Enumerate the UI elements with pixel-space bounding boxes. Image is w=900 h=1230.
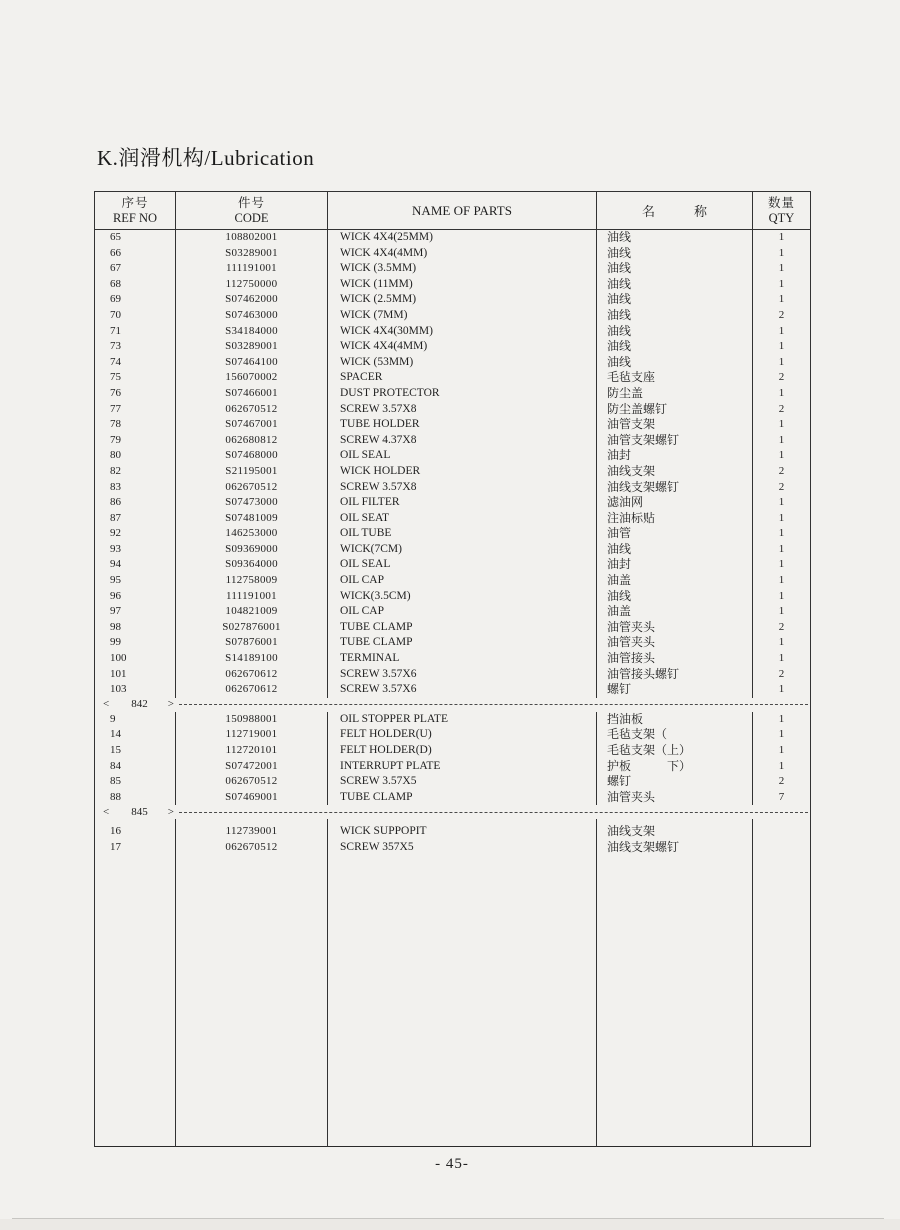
cell-ref-no: 99: [95, 635, 176, 651]
cell-ref-no: 14: [95, 727, 176, 743]
cell-ref-no: 82: [95, 464, 176, 480]
cell-ref-no: 85: [95, 774, 176, 790]
header-name-of-parts: [328, 192, 597, 230]
cell-ref-no: 92: [95, 526, 176, 542]
cell-name-of-parts: FELT HOLDER(D): [328, 743, 597, 759]
cell-code: 062670512: [176, 480, 328, 496]
header-cn-name: [597, 192, 753, 230]
cell-cn-name: 毛毡支座: [597, 370, 753, 386]
table-row: [95, 542, 811, 558]
cell-cn-name: 油线: [597, 324, 753, 340]
cell-cn-name: 油线: [597, 542, 753, 558]
cell-cn-name: 油线: [597, 277, 753, 293]
cell-ref-no: 98: [95, 620, 176, 636]
cell-code: 146253000: [176, 526, 328, 542]
cell-ref-no: 96: [95, 589, 176, 605]
table-row: [95, 417, 811, 433]
cell-name-of-parts: OIL SEAT: [328, 511, 597, 527]
page-bottom-band: [0, 1219, 900, 1230]
cell-code: 112739001: [176, 824, 328, 840]
cell-ref-no: 67: [95, 261, 176, 277]
cell-qty: 1: [753, 277, 811, 293]
cell-qty: 2: [753, 464, 811, 480]
cell-qty: 1: [753, 557, 811, 573]
table-row: [95, 511, 811, 527]
table-row: [95, 433, 811, 449]
table-row: [95, 790, 811, 806]
header-qty-zh: 数量: [767, 195, 795, 210]
cell-name-of-parts: SCREW 357X5: [328, 840, 597, 856]
separator-close-bracket: >: [167, 698, 174, 711]
cell-code: 112719001: [176, 727, 328, 743]
empty-filler-row: [95, 856, 811, 1147]
parts-table-grid: [94, 191, 811, 1147]
cell-name-of-parts: SCREW 3.57X5: [328, 774, 597, 790]
cell-code: 156070002: [176, 370, 328, 386]
cell-name-of-parts: WICK (53MM): [328, 355, 597, 371]
cell-cn-name: 螺钉: [597, 682, 753, 698]
cell-ref-no: 78: [95, 417, 176, 433]
cell-code: S34184000: [176, 324, 328, 340]
cell-code: S07481009: [176, 511, 328, 527]
cell-qty: 1: [753, 682, 811, 698]
cell-qty: 1: [753, 743, 811, 759]
table-row: [95, 308, 811, 324]
cell-cn-name: 油管夹头: [597, 620, 753, 636]
cell-ref-no: 93: [95, 542, 176, 558]
cell-name-of-parts: SCREW 3.57X6: [328, 682, 597, 698]
cell-ref-no: 84: [95, 759, 176, 775]
cell-qty: [753, 840, 811, 856]
cell-ref-no: 77: [95, 402, 176, 418]
cell-code: S07472001: [176, 759, 328, 775]
table-row: [95, 712, 811, 728]
cell-cn-name: 油盖: [597, 604, 753, 620]
cell-ref-no: 17: [95, 840, 176, 856]
table-row: [95, 682, 811, 698]
cell-qty: 1: [753, 386, 811, 402]
cell-name-of-parts: TUBE CLAMP: [328, 635, 597, 651]
cell-name-of-parts: WICK(3.5CM): [328, 589, 597, 605]
cell-cn-name: 油管支架螺钉: [597, 433, 753, 449]
header-name-en: NAME OF PARTS: [412, 202, 512, 218]
header-qty-en: QTY: [768, 210, 795, 225]
table-row: [95, 526, 811, 542]
table-row: [95, 495, 811, 511]
cell-cn-name: 挡油板: [597, 712, 753, 728]
header-row: [95, 192, 811, 230]
cell-name-of-parts: SCREW 3.57X6: [328, 667, 597, 683]
cell-qty: 1: [753, 495, 811, 511]
cell-qty: 2: [753, 370, 811, 386]
cell-code: 111191001: [176, 589, 328, 605]
cell-code: 112758009: [176, 573, 328, 589]
header-ref-zh: 序号: [121, 195, 149, 210]
cell-name-of-parts: OIL FILTER: [328, 495, 597, 511]
table-row: [95, 386, 811, 402]
cell-name-of-parts: WICK HOLDER: [328, 464, 597, 480]
cell-name-of-parts: WICK (2.5MM): [328, 292, 597, 308]
cell-qty: 1: [753, 727, 811, 743]
cell-code: 062680812: [176, 433, 328, 449]
cell-ref-no: 79: [95, 433, 176, 449]
cell-name-of-parts: OIL CAP: [328, 573, 597, 589]
cell-qty: 1: [753, 339, 811, 355]
cell-qty: 1: [753, 589, 811, 605]
cell-qty: 1: [753, 246, 811, 262]
cell-qty: 1: [753, 604, 811, 620]
cell-qty: 2: [753, 402, 811, 418]
cell-ref-no: 88: [95, 790, 176, 806]
header-code-zh: 件号: [237, 195, 265, 210]
cell-cn-name: 油线: [597, 589, 753, 605]
cell-qty: 1: [753, 433, 811, 449]
cell-qty: [753, 824, 811, 840]
table-row: [95, 840, 811, 856]
cell-ref-no: 65: [95, 230, 176, 246]
cell-qty: 2: [753, 774, 811, 790]
cell-ref-no: 9: [95, 712, 176, 728]
table-row: [95, 557, 811, 573]
separator-dashed-line: [179, 812, 808, 813]
section-separator: [95, 805, 811, 819]
cell-cn-name: 护板 下）: [597, 759, 753, 775]
cell-cn-name: 滤油网: [597, 495, 753, 511]
cell-name-of-parts: WICK (3.5MM): [328, 261, 597, 277]
cell-qty: 1: [753, 261, 811, 277]
cell-qty: 1: [753, 355, 811, 371]
cell-code: 150988001: [176, 712, 328, 728]
page-title: K.润滑机构/Lubrication: [97, 146, 315, 170]
cell-cn-name: 毛毡支架（上）: [597, 743, 753, 759]
cell-qty: 1: [753, 511, 811, 527]
cell-cn-name: 油线支架螺钉: [597, 840, 753, 856]
cell-ref-no: 69: [95, 292, 176, 308]
table-row: [95, 370, 811, 386]
cell-code: 062670512: [176, 840, 328, 856]
section-separator-inner: [95, 805, 810, 819]
table-row: [95, 589, 811, 605]
parts-table-body: [95, 230, 811, 1147]
table-row: [95, 339, 811, 355]
table-row: [95, 355, 811, 371]
table-row: [95, 292, 811, 308]
cell-qty: 2: [753, 667, 811, 683]
cell-code: 062670612: [176, 682, 328, 698]
cell-ref-no: 71: [95, 324, 176, 340]
cell-qty: 1: [753, 448, 811, 464]
separator-open-bracket: <: [103, 805, 110, 818]
cell-cn-name: 油线支架: [597, 464, 753, 480]
parts-table: [94, 191, 811, 1147]
cell-name-of-parts: TERMINAL: [328, 651, 597, 667]
cell-ref-no: 87: [95, 511, 176, 527]
table-row: [95, 402, 811, 418]
cell-name-of-parts: SPACER: [328, 370, 597, 386]
cell-cn-name: 防尘盖: [597, 386, 753, 402]
cell-name-of-parts: WICK SUPPOPIT: [328, 824, 597, 840]
cell-cn-name: 油线: [597, 246, 753, 262]
cell-cn-name: 油线: [597, 292, 753, 308]
cell-code: 112720101: [176, 743, 328, 759]
empty-filler-cell: [95, 856, 176, 1147]
cell-cn-name: 油线支架: [597, 824, 753, 840]
empty-filler-cell: [328, 856, 597, 1147]
cell-qty: 1: [753, 635, 811, 651]
cell-cn-name: 油管支架: [597, 417, 753, 433]
table-row: [95, 774, 811, 790]
cell-name-of-parts: WICK(7CM): [328, 542, 597, 558]
cell-code: S07466001: [176, 386, 328, 402]
cell-code: S09364000: [176, 557, 328, 573]
cell-ref-no: 100: [95, 651, 176, 667]
cell-code: S027876001: [176, 620, 328, 636]
cell-name-of-parts: WICK 4X4(25MM): [328, 230, 597, 246]
separator-close-bracket: >: [167, 805, 174, 818]
cell-ref-no: 15: [95, 743, 176, 759]
cell-cn-name: 油封: [597, 557, 753, 573]
cell-code: S07464100: [176, 355, 328, 371]
table-row: [95, 277, 811, 293]
cell-code: S07469001: [176, 790, 328, 806]
cell-cn-name: 防尘盖螺钉: [597, 402, 753, 418]
cell-cn-name: 油线: [597, 261, 753, 277]
table-row: [95, 448, 811, 464]
cell-name-of-parts: WICK 4X4(4MM): [328, 246, 597, 262]
cell-name-of-parts: INTERRUPT PLATE: [328, 759, 597, 775]
cell-cn-name: 油盖: [597, 573, 753, 589]
cell-ref-no: 94: [95, 557, 176, 573]
cell-qty: 1: [753, 417, 811, 433]
cell-code: 062670612: [176, 667, 328, 683]
cell-qty: 1: [753, 526, 811, 542]
cell-ref-no: 103: [95, 682, 176, 698]
header-ref-en: REF NO: [112, 210, 158, 225]
section-separator-cell: [95, 805, 811, 819]
cell-ref-no: 16: [95, 824, 176, 840]
table-header: [95, 192, 811, 230]
cell-ref-no: 86: [95, 495, 176, 511]
separator-dashed-line: [179, 704, 808, 705]
cell-cn-name: 油管夹头: [597, 635, 753, 651]
table-row: [95, 759, 811, 775]
cell-name-of-parts: WICK (11MM): [328, 277, 597, 293]
cell-cn-name: 油管: [597, 526, 753, 542]
cell-cn-name: 油线: [597, 230, 753, 246]
cell-code: S09369000: [176, 542, 328, 558]
table-row: [95, 573, 811, 589]
cell-name-of-parts: OIL SEAL: [328, 557, 597, 573]
cell-name-of-parts: OIL TUBE: [328, 526, 597, 542]
header-code: [176, 192, 328, 230]
cell-code: S07462000: [176, 292, 328, 308]
cell-code: S03289001: [176, 246, 328, 262]
cell-ref-no: 101: [95, 667, 176, 683]
cell-name-of-parts: OIL STOPPER PLATE: [328, 712, 597, 728]
page-number: - 45-: [435, 1156, 469, 1172]
section-separator-cell: [95, 698, 811, 712]
cell-ref-no: 75: [95, 370, 176, 386]
cell-name-of-parts: OIL CAP: [328, 604, 597, 620]
cell-code: S21195001: [176, 464, 328, 480]
empty-filler-cell: [597, 856, 753, 1147]
cell-qty: 1: [753, 324, 811, 340]
table-row: [95, 604, 811, 620]
cell-name-of-parts: TUBE CLAMP: [328, 790, 597, 806]
cell-name-of-parts: WICK 4X4(4MM): [328, 339, 597, 355]
cell-qty: 1: [753, 542, 811, 558]
cell-qty: 2: [753, 308, 811, 324]
cell-code: 108802001: [176, 230, 328, 246]
cell-name-of-parts: SCREW 3.57X8: [328, 480, 597, 496]
cell-code: S03289001: [176, 339, 328, 355]
cell-ref-no: 83: [95, 480, 176, 496]
cell-ref-no: 95: [95, 573, 176, 589]
cell-ref-no: 76: [95, 386, 176, 402]
cell-name-of-parts: OIL SEAL: [328, 448, 597, 464]
table-row: [95, 230, 811, 246]
table-row: [95, 480, 811, 496]
cell-code: S07876001: [176, 635, 328, 651]
cell-cn-name: 油管夹头: [597, 790, 753, 806]
cell-ref-no: 66: [95, 246, 176, 262]
cell-qty: 2: [753, 480, 811, 496]
cell-qty: 7: [753, 790, 811, 806]
table-row: [95, 464, 811, 480]
cell-cn-name: 油线: [597, 355, 753, 371]
table-row: [95, 651, 811, 667]
table-row: [95, 620, 811, 636]
cell-cn-name: 油管接头螺钉: [597, 667, 753, 683]
table-row: [95, 667, 811, 683]
cell-ref-no: 70: [95, 308, 176, 324]
section-separator: [95, 698, 811, 712]
cell-code: S07467001: [176, 417, 328, 433]
cell-code: 112750000: [176, 277, 328, 293]
cell-name-of-parts: FELT HOLDER(U): [328, 727, 597, 743]
cell-cn-name: 毛毡支架（: [597, 727, 753, 743]
cell-cn-name: 注油标贴: [597, 511, 753, 527]
cell-name-of-parts: WICK 4X4(30MM): [328, 324, 597, 340]
cell-qty: 2: [753, 620, 811, 636]
cell-name-of-parts: TUBE HOLDER: [328, 417, 597, 433]
separator-number: 842: [131, 698, 148, 711]
table-row: [95, 324, 811, 340]
cell-name-of-parts: WICK (7MM): [328, 308, 597, 324]
cell-name-of-parts: SCREW 3.57X8: [328, 402, 597, 418]
cell-code: S07463000: [176, 308, 328, 324]
separator-number: 845: [131, 805, 148, 818]
empty-filler-cell: [176, 856, 328, 1147]
separator-open-bracket: <: [103, 698, 110, 711]
table-row: [95, 743, 811, 759]
cell-qty: 1: [753, 230, 811, 246]
cell-qty: 1: [753, 573, 811, 589]
cell-code: S07473000: [176, 495, 328, 511]
cell-qty: 1: [753, 292, 811, 308]
cell-cn-name: 油线: [597, 339, 753, 355]
header-cn-label: 名 称: [641, 204, 707, 219]
cell-cn-name: 油封: [597, 448, 753, 464]
cell-name-of-parts: SCREW 4.37X8: [328, 433, 597, 449]
table-row: [95, 824, 811, 840]
table-row: [95, 727, 811, 743]
cell-code: 062670512: [176, 774, 328, 790]
cell-ref-no: 80: [95, 448, 176, 464]
cell-cn-name: 螺钉: [597, 774, 753, 790]
cell-code: S14189100: [176, 651, 328, 667]
cell-cn-name: 油线支架螺钉: [597, 480, 753, 496]
cell-cn-name: 油线: [597, 308, 753, 324]
cell-code: 111191001: [176, 261, 328, 277]
cell-cn-name: 油管接头: [597, 651, 753, 667]
cell-code: 062670512: [176, 402, 328, 418]
table-row: [95, 246, 811, 262]
cell-qty: 1: [753, 651, 811, 667]
table-row: [95, 635, 811, 651]
section-separator-inner: [95, 698, 810, 712]
cell-name-of-parts: TUBE CLAMP: [328, 620, 597, 636]
table-row: [95, 261, 811, 277]
cell-code: 104821009: [176, 604, 328, 620]
cell-ref-no: 97: [95, 604, 176, 620]
cell-name-of-parts: DUST PROTECTOR: [328, 386, 597, 402]
cell-ref-no: 74: [95, 355, 176, 371]
cell-ref-no: 68: [95, 277, 176, 293]
header-code-en: CODE: [234, 210, 269, 225]
header-qty: [753, 192, 811, 230]
cell-qty: 1: [753, 712, 811, 728]
cell-qty: 1: [753, 759, 811, 775]
empty-filler-cell: [753, 856, 811, 1147]
header-ref-no: [95, 192, 176, 230]
cell-code: S07468000: [176, 448, 328, 464]
cell-ref-no: 73: [95, 339, 176, 355]
